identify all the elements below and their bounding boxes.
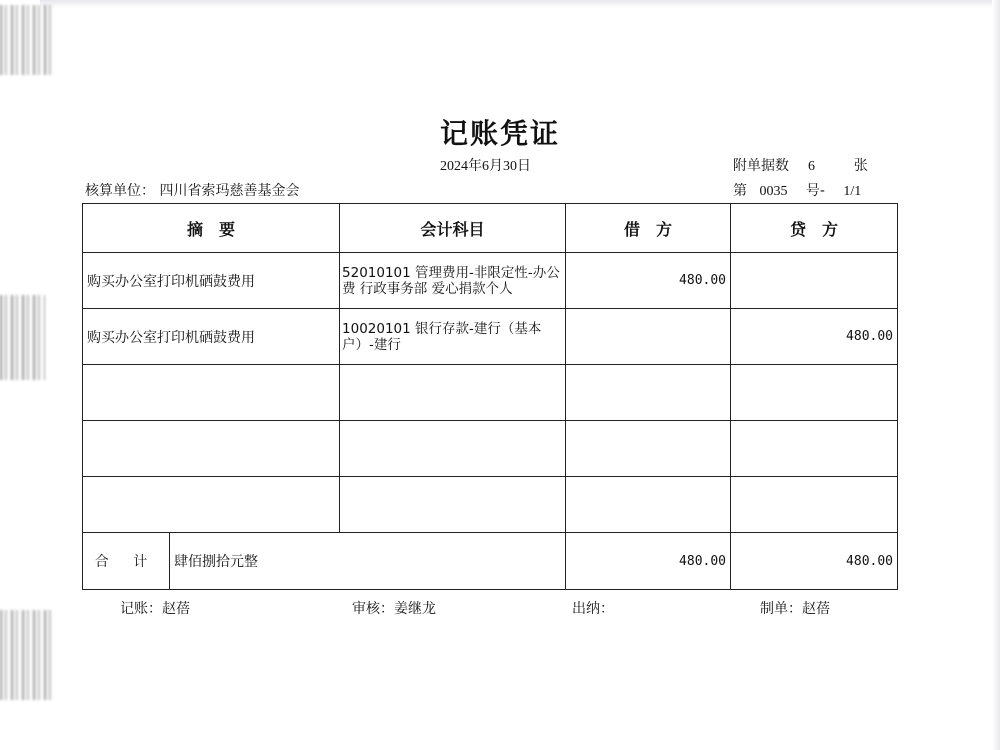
entry-credit (731, 477, 898, 533)
entry-account: 10020101 银行存款-建行（基本户）-建行 (340, 309, 566, 365)
table-header-row (83, 204, 898, 253)
entry-credit (731, 421, 898, 477)
entry-summary (83, 365, 340, 421)
total-label: 合 计 (83, 533, 170, 590)
header-summary: 摘 要 (83, 204, 340, 253)
entry-debit (566, 421, 731, 477)
scan-artifact (0, 5, 55, 75)
header-account: 会计科目 (340, 204, 566, 253)
total-debit: 480.00 (566, 533, 731, 590)
entry-debit (566, 365, 731, 421)
bookkeeper-name: 赵蓓 (162, 601, 190, 617)
preparer-label: 制单： (760, 601, 802, 617)
table-row (83, 365, 898, 421)
voucher-date: 2024年6月30日 (440, 159, 531, 174)
entry-debit: 480.00 (566, 253, 731, 309)
entry-summary (83, 421, 340, 477)
accounting-unit (85, 180, 299, 200)
reviewer-label: 审核： (352, 601, 394, 617)
header-debit: 借 方 (566, 204, 731, 253)
table-row (83, 421, 898, 477)
total-credit: 480.00 (731, 533, 898, 590)
voucher-number-suffix: 号- (805, 183, 825, 199)
preparer-name: 赵蓓 (802, 601, 830, 617)
preparer-signature (760, 598, 830, 618)
scan-edge-top (40, 0, 1000, 8)
entry-credit (731, 365, 898, 421)
entry-debit (566, 477, 731, 533)
attachment-unit: 张 (853, 158, 868, 174)
table-row (83, 477, 898, 533)
voucher-title: 记账凭证 (439, 117, 560, 150)
bookkeeper-label: 记账： (120, 601, 162, 617)
entry-debit (566, 309, 731, 365)
entry-summary: 购买办公室打印机硒鼓费用 (83, 253, 340, 309)
attachment-count (733, 155, 868, 175)
total-in-words: 肆佰捌拾元整 (170, 533, 566, 590)
reviewer-signature (352, 598, 436, 618)
total-row (83, 533, 898, 590)
reviewer-name: 姜继龙 (394, 601, 436, 617)
voucher-number-prefix: 第 (733, 183, 747, 199)
bookkeeper-signature (120, 598, 190, 618)
cashier-label: 出纳： (572, 601, 614, 617)
voucher-number-value: 0035 (759, 184, 788, 199)
voucher-table (82, 203, 898, 590)
entry-summary: 购买办公室打印机硒鼓费用 (83, 309, 340, 365)
entry-account (340, 365, 566, 421)
voucher-number (733, 180, 861, 200)
entry-summary (83, 477, 340, 533)
accounting-unit-label: 核算单位： (85, 183, 155, 199)
accounting-unit-name: 四川省索玛慈善基金会 (159, 183, 300, 199)
entry-account (340, 421, 566, 477)
entry-credit (731, 253, 898, 309)
header-credit: 贷 方 (731, 204, 898, 253)
cashier-signature (572, 598, 614, 618)
entry-account (340, 477, 566, 533)
table-row (83, 309, 898, 365)
voucher-page: 1/1 (843, 184, 862, 199)
attachment-number: 6 (807, 159, 815, 174)
scan-artifact (0, 610, 55, 700)
scan-artifact (0, 295, 45, 380)
table-row (83, 253, 898, 309)
entry-account: 52010101 管理费用-非限定性-办公费 行政事务部 爱心捐款个人 (340, 253, 566, 309)
entry-credit: 480.00 (731, 309, 898, 365)
attachment-label: 附单据数 (733, 158, 789, 174)
